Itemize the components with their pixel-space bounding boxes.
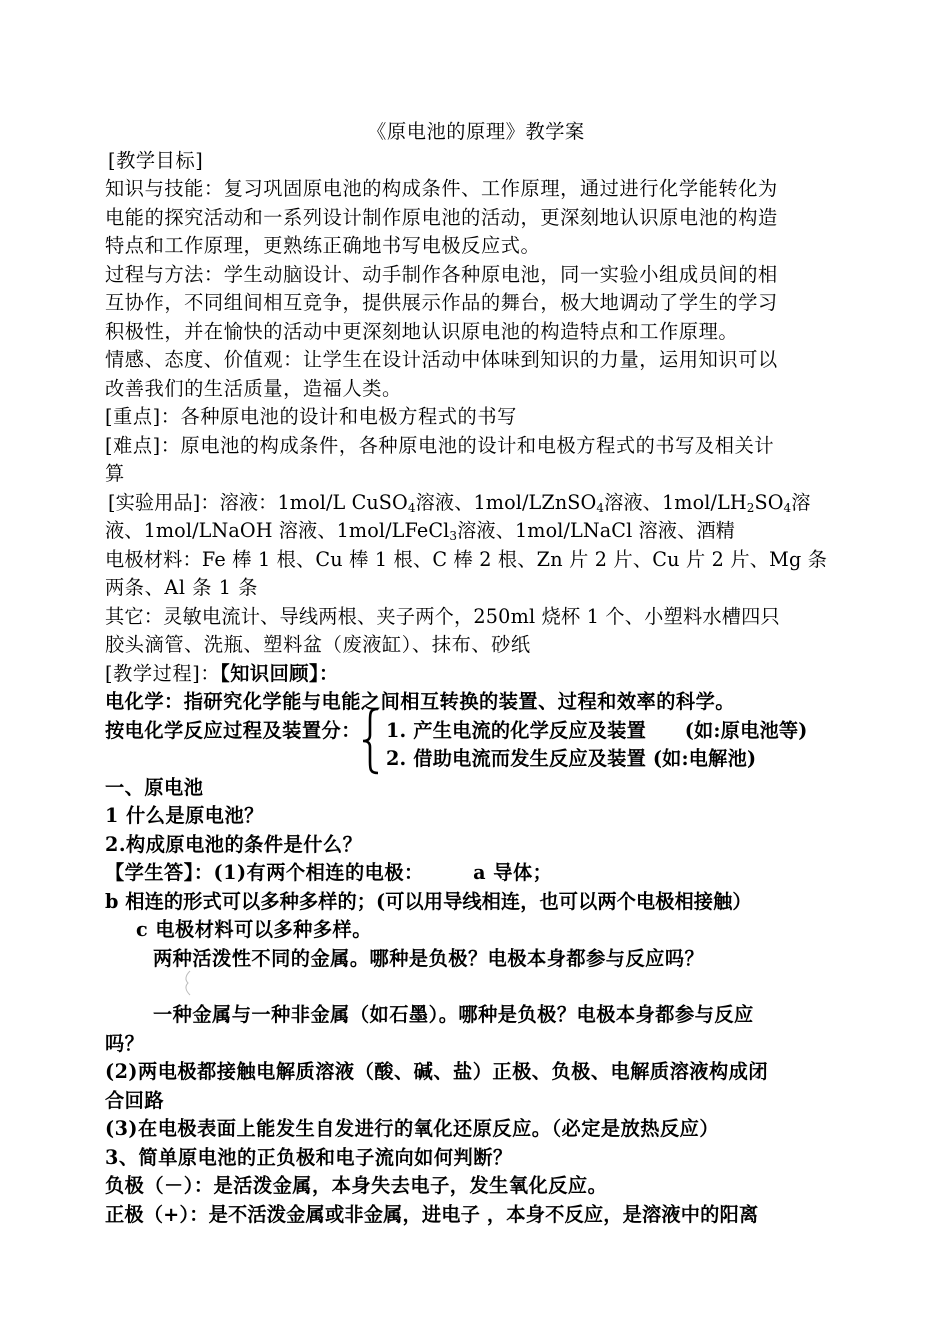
electrodes-line: 两条、Al 条 1 条: [105, 576, 259, 599]
classify-lead: 按电化学反应过程及装置分：: [105, 719, 361, 742]
answer-line: (3)在电极表面上能发生自发进行的氧化还原反应。（必定是放热反应）: [105, 1117, 720, 1140]
question-2: 2.构成原电池的条件是什么？: [105, 833, 363, 856]
curly-brace-icon: [360, 707, 384, 775]
materials-line-1: [实验用品]：溶液：1mol/L CuSO$_4$溶液、1mol/LZnSO$_4$溶液、$1mol/LH_2SO_4$溶: [108, 491, 811, 515]
negative-electrode: 负极（－）：是活泼金属，本身失去电子，发生氧化反应。: [105, 1174, 608, 1197]
answer-line: 两种活泼性不同的金属。哪种是负极？电极本身都参与反应吗？: [153, 947, 705, 970]
knowledge-line: 知识与技能：复习巩固原电池的构成条件、工作原理，通过进行化学能转化为: [105, 177, 778, 200]
goal-heading: [教学目标]: [108, 149, 204, 172]
key-point: [重点]：各种原电池的设计和电极方程式的书写: [105, 405, 517, 428]
difficulty-line: 算: [105, 462, 125, 485]
emotion-line: 情感、态度、价值观：让学生在设计活动中体味到知识的力量，运用知识可以: [105, 348, 778, 371]
section-heading: 一、原电池: [105, 776, 204, 799]
document-title: 《原电池的原理》教学案: [367, 120, 585, 143]
knowledge-line: 电能的探究活动和一系列设计制作原电池的活动，更深刻地认识原电池的构造: [105, 206, 778, 229]
answer-line: 吗？: [105, 1032, 145, 1055]
emotion-line: 改善我们的生活质量，造福人类。: [105, 377, 402, 400]
materials-line-2: 液、1mol/LNaOH 溶液、1mol/LFeCl$_3$溶液、1mol/LNaCl 溶液、酒精: [105, 519, 735, 543]
answer-line: (2)两电极都接触电解质溶液（酸、碱、盐）正极、负极、电解质溶液构成闭: [105, 1060, 769, 1083]
process-heading: [教学过程]：【知识回顾】：: [105, 662, 339, 685]
answer-line: b 相连的形式可以多种多样的；(可以用导线相连，也可以两个电极相接触）: [105, 890, 752, 913]
positive-electrode: 正极（+）：是不活泼金属或非金属，进电子 ，本身不反应，是溶液中的阳离: [105, 1203, 759, 1226]
bracket-mark-icon: [181, 970, 193, 996]
classify-item-1: 1. 产生电流的化学反应及装置 (如:原电池等): [386, 719, 808, 742]
answer-line: 合回路: [105, 1089, 165, 1112]
process-line: 积极性，并在愉快的活动中更深刻地认识原电池的构造特点和工作原理。: [105, 320, 739, 343]
knowledge-line: 特点和工作原理，更熟练正确地书写电极反应式。: [105, 234, 541, 257]
answer-line: 【学生答】：(1)有两个相连的电极： a 导体；: [105, 861, 553, 884]
question-3: 3、简单原电池的正负极和电子流向如何判断？: [105, 1146, 513, 1169]
others-line: 胶头滴管、洗瓶、塑料盆（废液缸）、抹布、砂纸: [105, 633, 531, 656]
electrochem-definition: 电化学：指研究化学能与电能之间相互转换的装置、过程和效率的科学。: [105, 690, 735, 713]
electrodes-line: 电极材料：Fe 棒 1 根、Cu 棒 1 根、C 棒 2 根、Zn 片 2 片、Cu 片 2 片、Mg 条: [105, 548, 828, 571]
others-line: 其它：灵敏电流计、导线两根、夹子两个，250ml 烧杯 1 个、小塑料水槽四只: [105, 605, 780, 628]
difficulty-line: [难点]：原电池的构成条件，各种原电池的设计和电极方程式的书写及相关计: [105, 434, 775, 457]
process-line: 过程与方法：学生动脑设计、动手制作各种原电池，同一实验小组成员间的相: [105, 263, 778, 286]
answer-line: c 电极材料可以多种多样。: [136, 918, 372, 941]
question-1: 1 什么是原电池？: [105, 804, 264, 827]
answer-line: 一种金属与一种非金属（如石墨）。哪种是负极？电极本身都参与反应: [153, 1003, 754, 1026]
process-line: 互协作，不同组间相互竞争，提供展示作品的舞台，极大地调动了学生的学习: [105, 291, 778, 314]
classify-item-2: 2. 借助电流而发生反应及装置 (如:电解池): [386, 747, 757, 770]
